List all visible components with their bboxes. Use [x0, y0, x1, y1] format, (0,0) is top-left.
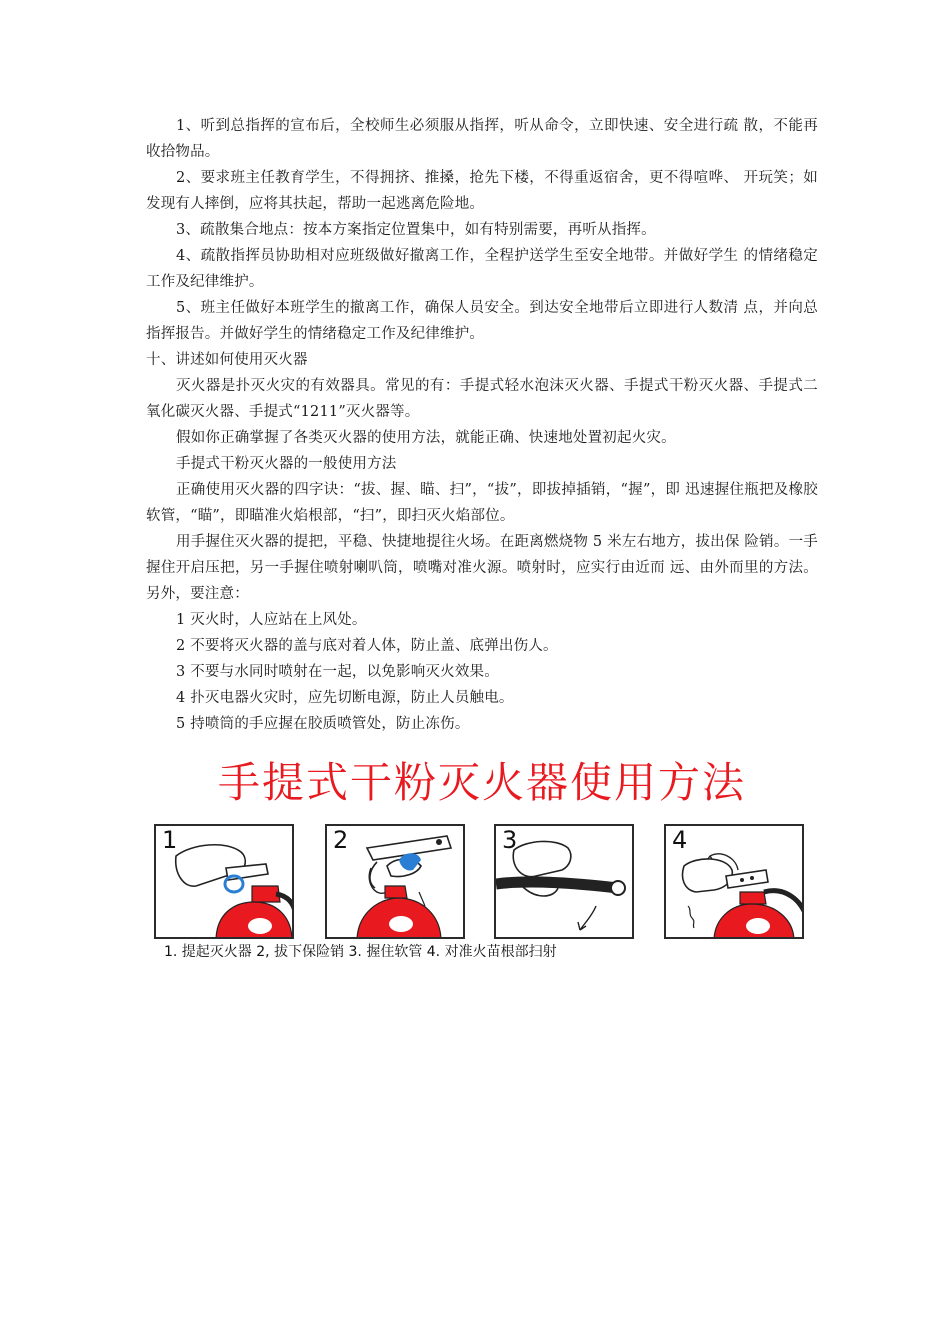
step-panel-4	[664, 824, 804, 939]
step-panel-3	[494, 824, 634, 939]
paragraph: 2、要求班主任教育学生，不得拥挤、推搡，抢先下楼，不得重返宿舍，更不得喧哗、 开玩笑；如发现有人摔倒，应将其扶起，帮助一起逃离危险地。	[146, 170, 818, 212]
subheading: 手提式干粉灭火器的一般使用方法	[176, 456, 397, 472]
paragraph: 假如你正确掌握了各类灭火器的使用方法，就能正确、快速地处置初起火灾。	[176, 430, 676, 446]
note-item: 1 灭火时，人应站在上风处。	[176, 612, 367, 628]
step-number: 1	[162, 826, 178, 854]
poster-caption: 1. 提起灭火器 2, 拔下保险销 3. 握住软管 4. 对准火苗根部扫射	[164, 944, 557, 960]
paragraph: 4、疏散指挥员协助相对应班级做好撤离工作，全程护送学生至安全地带。并做好学生 的情绪稳定工作及纪律维护。	[146, 248, 818, 290]
note-item: 4 扑灭电器火灾时，应先切断电源，防止人员触电。	[176, 690, 514, 706]
body-text	[146, 113, 818, 737]
note-item: 3 不要与水同时喷射在一起，以免影响灭火效果。	[176, 664, 499, 680]
step-panel-1	[154, 824, 294, 939]
step-number: 2	[333, 826, 349, 854]
step-number: 4	[672, 826, 688, 854]
paragraph: 1、听到总指挥的宣布后，全校师生必须服从指挥，听从命令，立即快速、安全进行疏 散，不能再收拾物品。	[146, 118, 818, 160]
paragraph: 正确使用灭火器的四字诀：“拔、握、瞄、扫”，“拔”，即拔掉插销，“握”，即 迅速握住瓶把及橡胶软管，“瞄”，即瞄准火焰根部，“扫”，即扫灭火焰部位。	[146, 482, 818, 524]
step-panel-2	[325, 824, 465, 939]
extinguisher-poster	[150, 752, 814, 967]
paragraph: 5、班主任做好本班学生的撤离工作，确保人员安全。到达安全地带后立即进行人数清 点，并向总指挥报告。并做好学生的情绪稳定工作及纪律维护。	[146, 300, 818, 342]
step-number: 3	[502, 826, 518, 854]
paragraph: 灭火器是扑灭火灾的有效器具。常见的有：手提式轻水泡沫灭火器、手提式干粉灭火器、手提式二氧化碳灭火器、手提式“1211”灭火器等。	[146, 378, 818, 420]
section-heading: 十、讲述如何使用灭火器	[146, 352, 308, 368]
paragraph: 3、疏散集合地点：按本方案指定位置集中，如有特别需要，再听从指挥。	[176, 222, 656, 238]
poster-title: 手提式干粉灭火器使用方法	[217, 758, 746, 807]
paragraph: 用手握住灭火器的提把，平稳、快捷地提往火场。在距离燃烧物 5 米左右地方，拔出保 险销。一手握住开启压把，另一手握住喷射喇叭筒，喷嘴对准火源。喷射时，应实行由近而 远、由外而里的方法。另外，要注意：	[146, 534, 818, 602]
note-item: 2 不要将灭火器的盖与底对着人体，防止盖、底弹出伤人。	[176, 638, 558, 654]
note-item: 5 持喷筒的手应握在胶质喷管处，防止冻伤。	[176, 716, 470, 732]
